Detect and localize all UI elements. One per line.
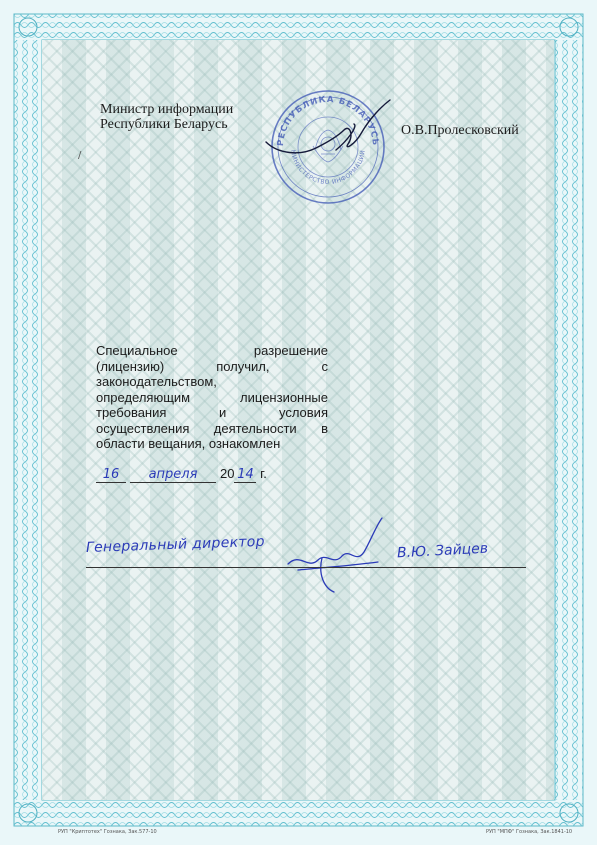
date-suffix: г. (260, 466, 267, 481)
stamp-ministry-text: МИНИСТЕРСТВО ИНФОРМАЦИИ (289, 149, 367, 187)
notice-line: законодательством, (96, 374, 217, 389)
minister-title-line2: Республики Беларусь (100, 117, 228, 132)
minister-title (100, 102, 233, 132)
date-month: апреля (130, 467, 216, 483)
printer-mark-right: РУП "МПФ" Гознака, Зак.1841-10 (486, 829, 573, 835)
date-day: 16 (96, 467, 126, 483)
minister-signature (258, 96, 408, 176)
margin-mark: / (78, 150, 82, 161)
director-underline (86, 567, 526, 568)
director-name: В.Ю. Зайцев (396, 540, 489, 562)
minister-name: О.В.Пролесковский (401, 123, 519, 138)
director-signature (278, 508, 398, 598)
notice-line: Специальное разрешение (96, 343, 328, 358)
date-year-prefix: 20 (220, 466, 235, 481)
license-notice (96, 343, 328, 452)
notice-line: определяющим лицензионные (96, 389, 328, 405)
notice-line: (лицензию) получил, с (96, 358, 328, 374)
notice-line: требования и условия (96, 405, 328, 420)
director-title: Генеральный директор (85, 533, 266, 556)
date-year-suffix: 14 (234, 467, 256, 483)
acknowledgement-date (96, 466, 267, 483)
printer-mark-left: РУП "Криптотех" Гознака, Зак.577-10 (58, 829, 157, 835)
minister-title-line1: Министр информации (100, 102, 234, 117)
notice-line: области вещания, ознакомлен (96, 436, 281, 451)
notice-line: осуществления деятельности в (96, 420, 328, 436)
stamp-country-text: РЕСПУБЛИКА БЕЛАРУСЬ (275, 94, 381, 147)
